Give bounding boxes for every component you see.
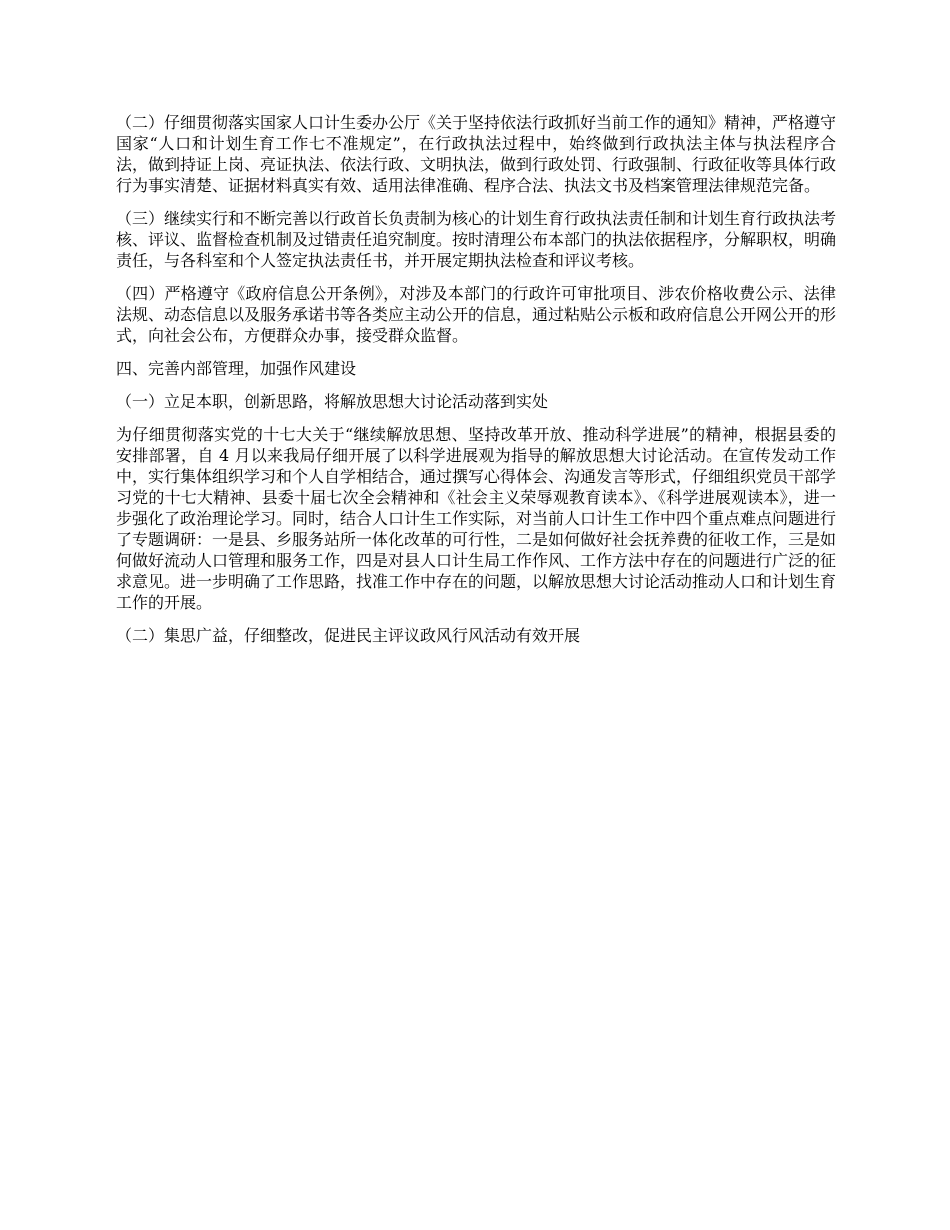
paragraph-emancipation-activity: 为仔细贯彻落实党的十七大关于“继续解放思想、坚持改革开放、推动科学进展”的精神，根据县委的安排部署，自 4 月以来我局仔细开展了以科学进展观为指导的解放思想大讨论活动。在宣传发动工作中，实行集体组织学习和个人自学相结合，通过撰写心得体会、沟通发言等形式，仔细组织党员干部学习党的十七大精神、县委十届七次全会精神和《社会主义荣辱观教育读本》、《科学进展观读本》，进一步强化了政治理论学习。同时，结合人口计生工作实际，对当前人口计生工作中四个重点难点问题进行了专题调研：一是县、乡服务站所一体化改革的可行性，二是如何做好社会抚养费的征收工作，三是如何做好流动人口管理和服务工作，四是对县人口计生局工作作风、工作方法中存在的问题进行广泛的征求意见。进一步明确了工作思路，找准工作中存在的问题，以解放思想大讨论活动推动人口和计划生育工作的开展。	[116, 425, 837, 612]
paragraph-responsibility-system: （三）继续实行和不断完善以行政首长负责制为核心的计划生育行政执法责任制和计划生育行政执法考核、评议、监督检查机制及过错责任追究制度。按时清理公布本部门的执法依据程序，分解职权，明确责任，与各科室和个人签定执法责任书，并开展定期执法检查和评议考核。	[116, 209, 837, 270]
section-heading-internal-management: 四、完善内部管理，加强作风建设	[116, 359, 357, 378]
paragraph-enforcement-law: （二）仔细贯彻落实国家人口计生委办公厅《关于坚持依法行政抓好当前工作的通知》精神，严格遵守国家“人口和计划生育工作七不准规定”，在行政执法过程中，始终做到行政执法主体与执法程序合法，做到持证上岗、亮证执法、依法行政、文明执法，做到行政处罚、行政强制、行政征收等具体行政行为事实清楚、证据材料真实有效、适用法律准确、程序合法、执法文书及档案管理法律规范完备。	[116, 113, 837, 195]
subheading-emancipation: （一）立足本职，创新思路，将解放思想大讨论活动落到实处	[116, 392, 549, 411]
document-page	[116, 112, 836, 658]
subheading-democratic-review: （二）集思广益，仔细整改，促进民主评议政风行风活动有效开展	[116, 626, 581, 645]
paragraph-information-disclosure: （四）严格遵守《政府信息公开条例》，对涉及本部门的行政许可审批项目、涉农价格收费公示、法律法规、动态信息以及服务承诺书等各类应主动公开的信息，通过粘贴公示板和政府信息公开网公开的形式，向社会公布，方便群众办事，接受群众监督。	[116, 284, 837, 345]
